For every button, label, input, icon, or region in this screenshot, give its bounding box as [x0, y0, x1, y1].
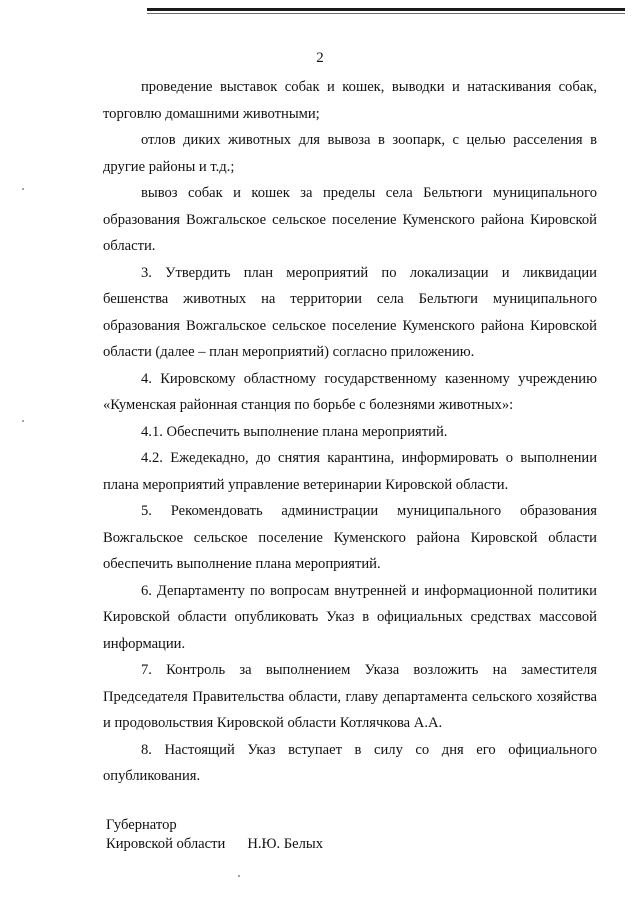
paragraph-item-4-1: 4.1. Обеспечить выполнение плана мероприятий. — [141, 423, 448, 440]
paragraph-item-7: 7. Контроль за выполнением Указа возложить на заместителя Председателя Правительства области, главу департамента сельского хозяйства и продовольствия Кировской области Котлячкова А.А. — [103, 662, 597, 731]
scan-speck — [238, 875, 240, 877]
signature-position-region — [106, 835, 323, 854]
paragraph-item-3: 3. Утвердить план мероприятий по локализации и ликвидации бешенства животных на территории села Бельтюги муниципального образования Вожгальское сельское поселение Куменского района Кировской области (далее – план мероприятий) согласно приложению. — [103, 264, 597, 360]
document-body — [103, 74, 597, 790]
scan-speck — [22, 188, 24, 190]
top-border-line — [147, 8, 625, 11]
paragraph-item-5: 5. Рекомендовать администрации муниципального образования Вожгальское сельское поселение Куменского района Кировской области обеспечить выполнение плана мероприятий. — [103, 503, 597, 572]
page-number: 2 — [316, 50, 324, 66]
signature-block — [106, 816, 323, 854]
paragraph-item-4: 4. Кировскому областному государственному казенному учреждению «Куменская районная станция по борьбе с болезнями животных»: — [103, 370, 597, 413]
paragraph-exhibitions: проведение выставок собак и кошек, выводки и натаскивания собак, торговлю домашними животными; — [103, 79, 597, 122]
paragraph-export-pets: вывоз собак и кошек за пределы села Бельтюги муниципального образования Вожгальское сельское поселение Куменского района Кировской области. — [103, 185, 597, 254]
paragraph-item-4-2: 4.2. Ежедекадно, до снятия карантина, информировать о выполнении плана мероприятий управление ветеринарии Кировской области. — [103, 450, 597, 493]
signature-region-text: Кировской области — [106, 836, 226, 852]
paragraph-item-6: 6. Департаменту по вопросам внутренней и информационной политики Кировской области опубликовать Указ в официальных средствах массовой информации. — [103, 582, 597, 652]
paragraph-item-8: 8. Настоящий Указ вступает в силу со дня его официального опубликования. — [103, 741, 597, 784]
signature-name: Н.Ю. Белых — [247, 836, 324, 852]
paragraph-wild-animals: отлов диких животных для вывоза в зоопарк, с целью расселения в другие районы и т.д.; — [103, 132, 597, 175]
scan-speck — [22, 420, 24, 422]
top-border-line-thin — [147, 13, 625, 14]
signature-position-title: Губернатор — [106, 817, 177, 833]
